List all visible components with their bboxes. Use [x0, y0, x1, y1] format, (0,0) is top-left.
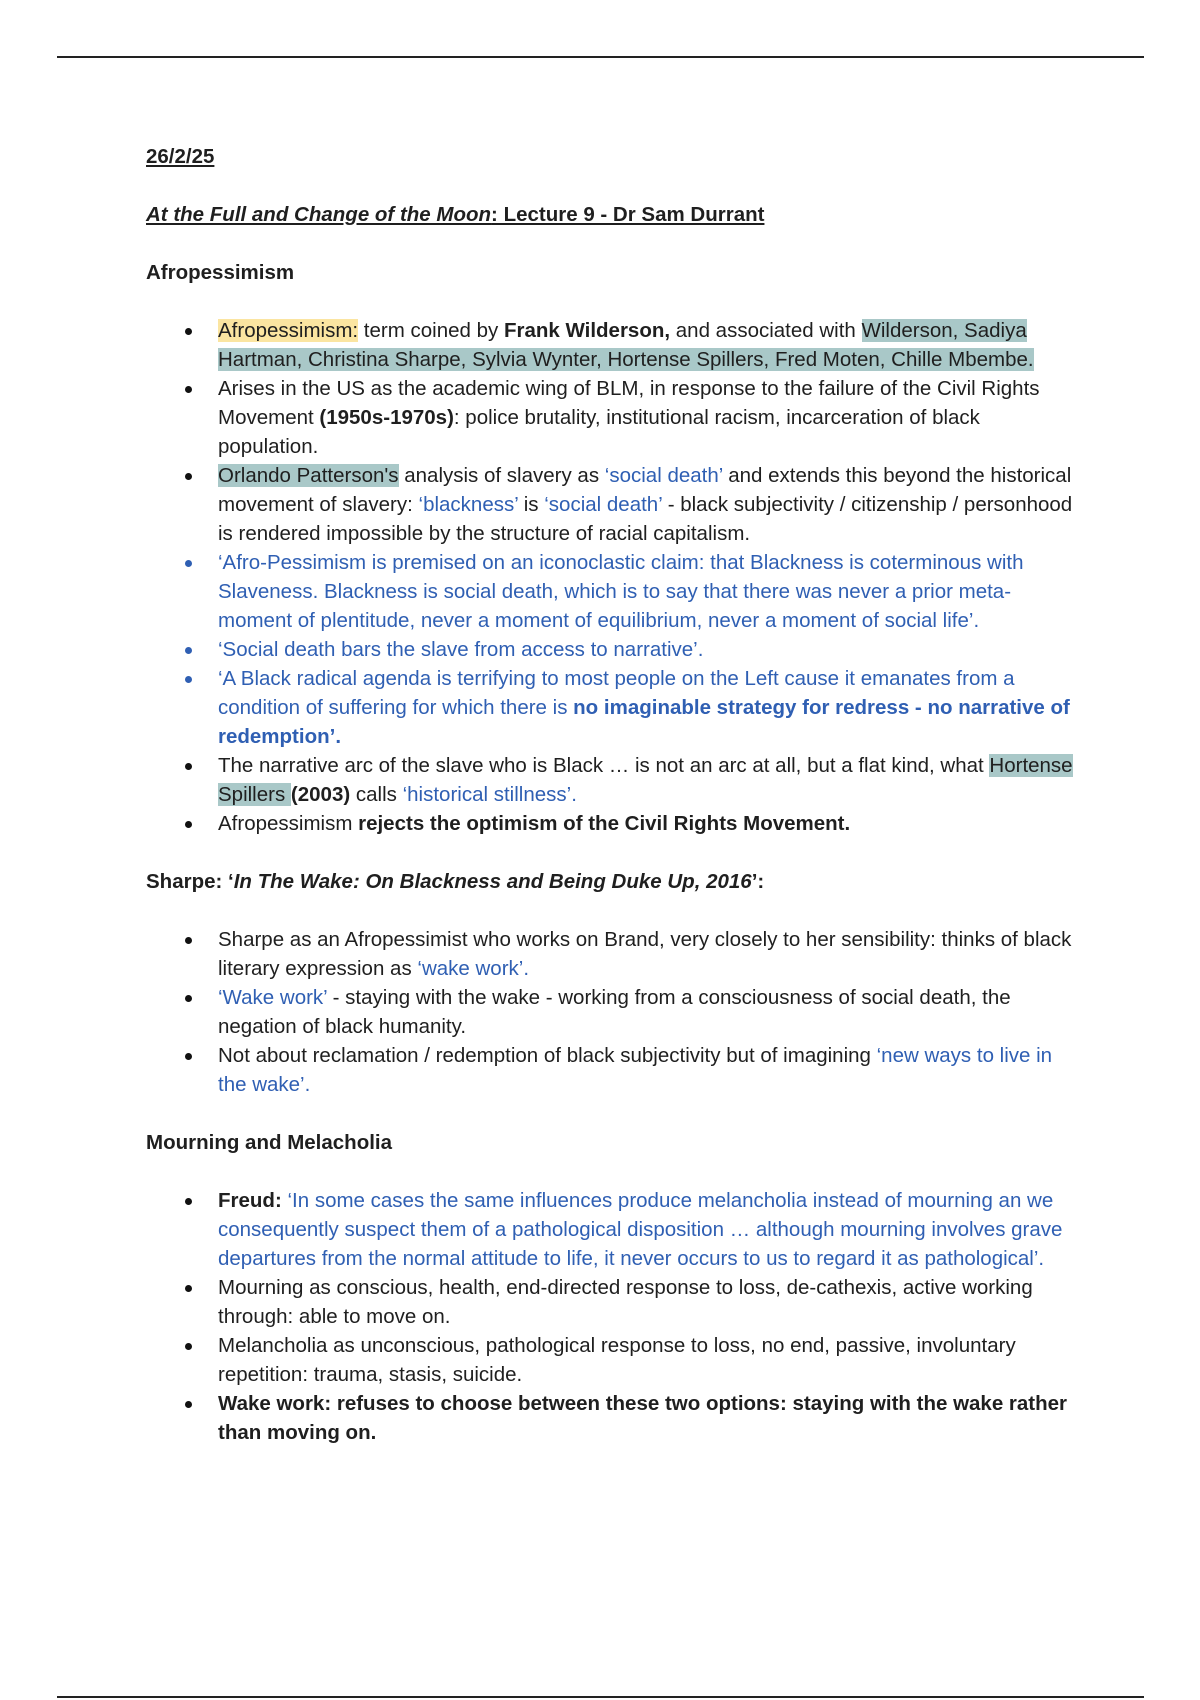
- quote: ‘social death’: [544, 493, 662, 516]
- bold-name: Frank Wilderson,: [503, 319, 671, 342]
- quote: ‘new ways to live in the wake’.: [218, 1044, 1053, 1096]
- text-run: Afropessimism: [218, 812, 359, 835]
- bold-name: Freud:: [218, 1189, 282, 1212]
- lecture-title: [146, 200, 1076, 229]
- list-item: [146, 316, 1076, 374]
- text-run: and associated with: [670, 319, 862, 342]
- section-heading-sharpe: [146, 867, 1076, 896]
- highlighted-names: Wilderson, Sadiya Hartman, Christina Sharpe, Sylvia Wynter, Hortense Spillers, Fred Moten, Chille Mbembe.: [218, 319, 1034, 371]
- quote: ‘wake work’.: [417, 957, 530, 980]
- list-item: [146, 751, 1076, 809]
- bottom-rule: [57, 1696, 1144, 1698]
- highlighted-name: Hortense Spillers: [218, 754, 1073, 806]
- list-item: [146, 1186, 1076, 1273]
- text-run: Arises in the US as the academic wing of BLM, in response to the failure of the Civil Rights Movement: [218, 377, 1040, 429]
- text-run: Not about reclamation / redemption of black subjectivity but of imagining: [218, 1044, 877, 1067]
- bold-statement: Wake work: refuses to choose between these two options: staying with the wake rather than moving on.: [218, 1392, 1068, 1444]
- section-heading-mourning: Mourning and Melacholia: [146, 1131, 393, 1154]
- text-run: is: [518, 493, 545, 516]
- text-run: Sharpe as an Afropessimist who works on Brand, very closely to her sensibility: thinks of black literary expression as: [218, 928, 1072, 980]
- mourning-list: [146, 1186, 1076, 1447]
- text-run: - black subjectivity / citizenship / personhood is rendered impossible by the structure of racial capitalism.: [218, 493, 1073, 545]
- heading-work-title: In The Wake: On Blackness and Being Duke Up, 2016: [233, 870, 752, 893]
- afropessimism-list: [146, 316, 1076, 838]
- quote: ‘In some cases the same influences produce melancholia instead of mourning an we consequently suspect them of a pathological disposition … although mourning involves grave departures from the normal attitude to life, it never occurs to us to regard it as pathological’.: [218, 1189, 1063, 1270]
- lecture-date: 26/2/25: [146, 145, 215, 168]
- list-item: [146, 809, 1076, 838]
- list-item: Melancholia as unconscious, pathological response to loss, no end, passive, involuntary repetition: trauma, stasis, suicide.: [146, 1331, 1076, 1389]
- sharpe-list: [146, 925, 1076, 1099]
- text-run: term coined by: [358, 319, 504, 342]
- quote: ‘social death’: [604, 464, 723, 487]
- list-item: ‘Social death bars the slave from access to narrative’.: [146, 635, 1076, 664]
- list-item: [146, 664, 1076, 751]
- quote: ‘blackness’: [418, 493, 519, 516]
- list-item: [146, 1389, 1076, 1447]
- list-item: [146, 374, 1076, 461]
- bold-quote: no imaginable strategy for redress - no narrative of redemption’.: [218, 696, 1070, 748]
- text-run: : police brutality, institutional racism, incarceration of black population.: [218, 406, 980, 458]
- list-item: ‘Afro-Pessimism is premised on an iconoclastic claim: that Blackness is coterminous with Slaveness. Blackness is social death, which is to say that there was never a prior meta-moment of plentitude, never a moment of equilibrium, never a moment of social life’.: [146, 548, 1076, 635]
- lecture-title-work: At the Full and Change of the Moon: [146, 203, 492, 226]
- section-heading-afropessimism: Afropessimism: [146, 261, 295, 284]
- list-item: [146, 1041, 1076, 1099]
- list-item: [146, 925, 1076, 983]
- top-rule: [57, 56, 1144, 58]
- quote: ‘Wake work’: [218, 986, 327, 1009]
- document-body: [146, 142, 1076, 1476]
- highlighted-term: Afropessimism:: [218, 319, 359, 342]
- list-item: [146, 461, 1076, 548]
- bold-year: (2003): [290, 783, 351, 806]
- list-item: Mourning as conscious, health, end-directed response to loss, de-cathexis, active working through: able to move on.: [146, 1273, 1076, 1331]
- text-run: and extends this beyond the historical movement of slavery:: [218, 464, 1072, 516]
- heading-text: Sharpe: ‘: [146, 870, 234, 893]
- bold-years: (1950s-1970s): [319, 406, 454, 429]
- list-item: [146, 983, 1076, 1041]
- heading-text: ’:: [751, 870, 765, 893]
- quote: ‘A Black radical agenda is terrifying to most people on the Left cause it emanates from a condition of suffering for which there is: [218, 667, 1015, 719]
- quote: ‘historical stillness’.: [402, 783, 577, 806]
- text-run: analysis of slavery as: [398, 464, 605, 487]
- bold-statement: rejects the optimism of the Civil Rights Movement.: [358, 812, 851, 835]
- text-run: The narrative arc of the slave who is Black … is not an arc at all, but a flat kind, what: [218, 754, 990, 777]
- highlighted-name: Orlando Patterson's: [218, 464, 399, 487]
- lecture-title-rest: : Lecture 9 - Dr Sam Durrant: [491, 203, 765, 226]
- text-run: calls: [350, 783, 403, 806]
- text-run: - staying with the wake - working from a consciousness of social death, the negation of black humanity.: [218, 986, 1011, 1038]
